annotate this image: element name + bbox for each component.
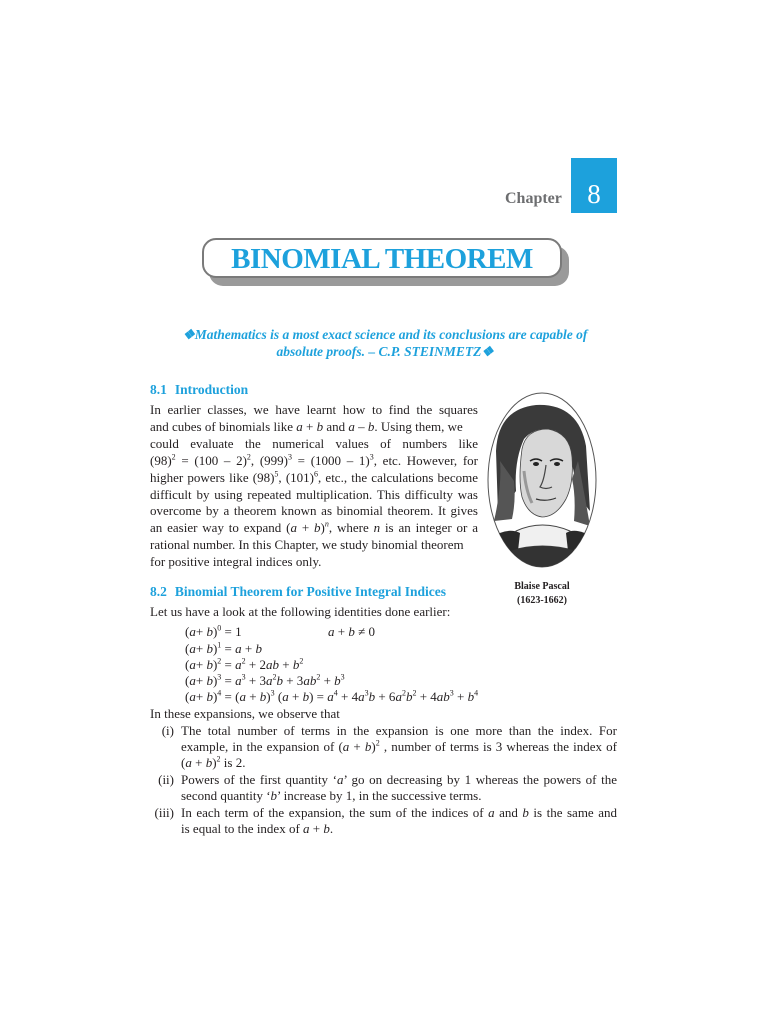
observation-item-3: In each term of the expansion, the sum of the indices of a and b is the same and is equal to the index of a + b. [181, 805, 617, 837]
observation-label: (ii) [158, 772, 174, 787]
text-line: could evaluate the numerical values of numbers like [150, 435, 478, 451]
identity-power-0: $(a+ b)^0 = 1$ [185, 623, 242, 639]
identity-power-2: $(a+ b)^2 = a^2 + 2ab + b^2$ [185, 656, 304, 672]
observation-label: (iii) [154, 805, 174, 820]
portrait-caption [496, 580, 588, 608]
text-line: In earlier classes, we have learnt how to find the squares [150, 402, 478, 417]
identity-power-3: $(a+ b)^3 = a^3 + 3a^2b + 3ab^2 + b^3$ [185, 672, 345, 688]
text-line: and cubes of binomials like a + b and a – b. Using them, we [150, 418, 463, 434]
observation-label: (i) [161, 723, 174, 738]
section-title: Introduction [174, 382, 249, 397]
chapter-title: BINOMIAL THEOREM [231, 243, 533, 275]
quote-line-2: absolute proofs. – C.P. STEINMETZ❖ [276, 344, 494, 359]
text-line: higher powers like $(98)^5$, $(101)^6$, etc., the calculations become [150, 469, 478, 485]
section-number: 8.1 [150, 382, 167, 397]
identities-intro: Let us have a look at the following identities done earlier: [150, 604, 451, 619]
blaise-pascal-portrait [486, 391, 598, 569]
text-line: difficult by using repeated multiplication. This difficulty was [150, 486, 478, 502]
text-line: rational number. In this Chapter, we study binomial theorem [150, 537, 464, 553]
identity-condition: a + b ≠ 0 [328, 624, 375, 639]
chapter-number-badge: 8 [571, 158, 617, 213]
text-line: an easier way to expand $(a + b)^n$, where n is an integer or a [150, 520, 478, 536]
text-line: for positive integral indices only. [150, 554, 322, 570]
section-title: Binomial Theorem for Positive Integral Indices [174, 584, 446, 599]
portrait-years: (1623-1662) [517, 595, 567, 606]
text-line: $(98)^2 = (100 - 2)^2$, $(999)^3 = (1000 - 1)^3$, etc. However, for [150, 452, 478, 468]
text-line: overcome by a theorem known as binomial theorem. It gives [150, 503, 478, 519]
observation-item-1: The total number of terms in the expansion is one more than the index. For example, in the expansion of $(a + b)^2$ , number of terms is 3 whereas the index of $(a + b)^2$ is 2. [181, 723, 617, 771]
identity-power-1: $(a+ b)^1 = a + b$ [185, 640, 262, 656]
portrait-name: Blaise Pascal [514, 581, 570, 592]
section-heading-binomial-theorem [150, 584, 446, 600]
observation-item-2: Powers of the first quantity ‘a’ go on decreasing by 1 whereas the powers of the second quantity ‘b’ increase by 1, in the successive terms. [181, 772, 617, 804]
section-heading-introduction [150, 382, 248, 398]
section-number: 8.2 [150, 584, 167, 599]
identity-power-4: $(a+ b)^4 = (a + b)^3$ $(a + b) = a^4 + 4a^3b + 6a^2b^2 + 4ab^3 + b^4$ [185, 688, 479, 704]
quote-line-1: ❖Mathematics is a most exact science and its conclusions are capable of [182, 327, 588, 342]
introduction-paragraph [150, 402, 478, 571]
chapter-label: Chapter [505, 190, 562, 207]
epigraph-quote [160, 326, 610, 360]
observations-intro: In these expansions, we observe that [150, 706, 340, 721]
